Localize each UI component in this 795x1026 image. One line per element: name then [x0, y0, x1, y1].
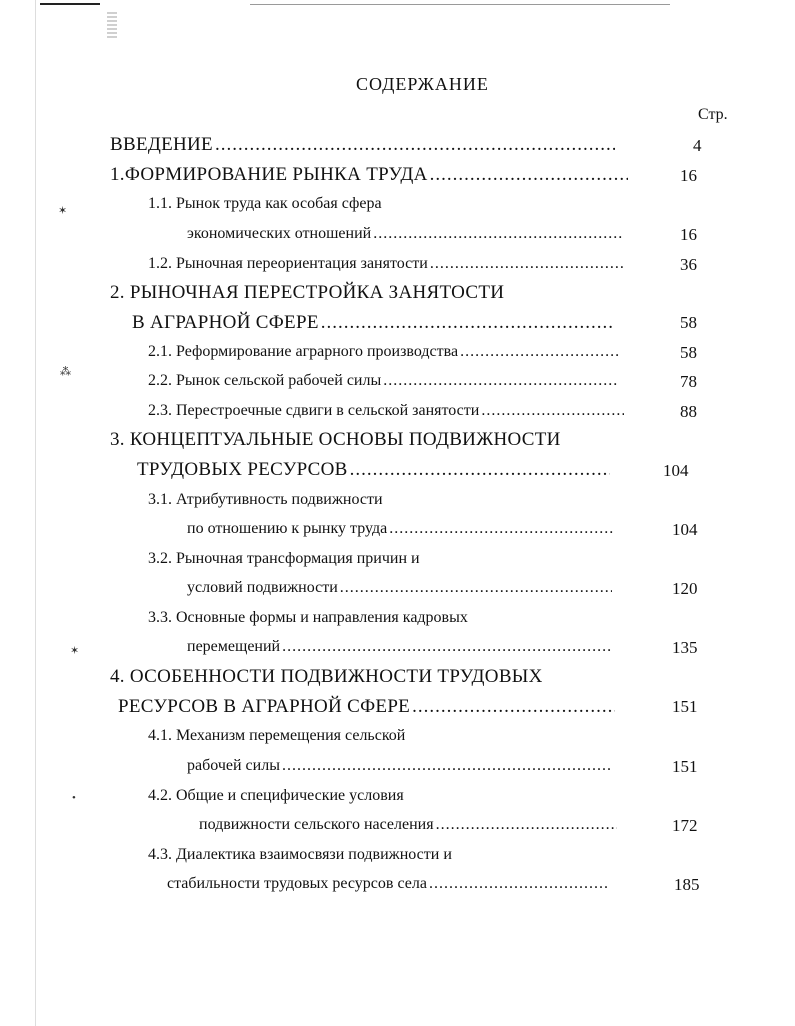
toc-page-number: 135 [672, 638, 698, 657]
toc-entry-title: 2.3. Перестроечные сдвиги в сельской занятости [148, 402, 480, 419]
scan-corner-mark [107, 12, 117, 38]
toc-page-number: 4 [693, 136, 702, 155]
toc-page-number: 151 [672, 697, 698, 716]
toc-entry-title: условий подвижности [187, 579, 338, 596]
toc-entry-title: 2.1. Реформирование аграрного производства [148, 343, 459, 360]
scan-speck: ✶ [58, 205, 68, 217]
toc-entry-chapter-1 [110, 164, 628, 186]
toc-page-number: 104 [663, 461, 689, 480]
toc-page-number: 172 [672, 816, 698, 835]
toc-entry-section-4-3 [167, 875, 610, 893]
dot-leader [460, 343, 621, 361]
dot-leader [389, 520, 614, 538]
toc-page-number: 36 [680, 255, 697, 274]
toc-entry-title: экономических отношений [187, 225, 372, 242]
toc-entry-section-2-1 [148, 343, 621, 361]
toc-entry-title: 3.3. Основные формы и направления кадровых [148, 609, 468, 626]
toc-entry-title: 3. КОНЦЕПТУАЛЬНЫЕ ОСНОВЫ ПОДВИЖНОСТИ [110, 429, 561, 450]
toc-page-number: 151 [672, 757, 698, 776]
toc-entry-title: 4. ОСОБЕННОСТИ ПОДВИЖНОСТИ ТРУДОВЫХ [110, 666, 543, 687]
toc-page-number: 88 [680, 402, 697, 421]
toc-entry-section-4-2 [199, 816, 617, 834]
dot-leader [282, 757, 610, 775]
dot-leader [481, 402, 624, 420]
toc-entry-section-2-2 [148, 372, 618, 390]
toc-page-number: 185 [674, 875, 700, 894]
toc-entry-title: 3.2. Рыночная трансформация причин и [148, 550, 420, 567]
dot-leader [340, 579, 612, 597]
scan-speck: ✶ [70, 645, 80, 657]
scan-edge-line [35, 0, 36, 1026]
toc-page-number: 16 [680, 166, 697, 185]
dot-leader [350, 459, 610, 481]
toc-entry-title: 1.ФОРМИРОВАНИЕ РЫНКА ТРУДА [110, 164, 428, 185]
scan-speck: ⁂ [60, 366, 71, 378]
toc-entry-title: ТРУДОВЫХ РЕСУРСОВ [137, 459, 348, 480]
toc-page-number: 104 [672, 520, 698, 539]
dot-leader [430, 164, 628, 186]
toc-entry-title: 3.1. Атрибутивность подвижности [148, 491, 383, 508]
toc-entry-title: 4.2. Общие и специфические условия [148, 787, 404, 804]
toc-entry-section-1-1 [187, 225, 623, 243]
toc-entry-section-3-1 [187, 520, 614, 538]
scan-edge-line [250, 4, 670, 5]
toc-page-number: 120 [672, 579, 698, 598]
toc-page-number: 58 [680, 343, 697, 362]
toc-entry-chapter-3 [137, 459, 610, 481]
dot-leader [373, 225, 623, 243]
toc-entry-section-3-2 [187, 579, 612, 597]
toc-entry-chapter-2 [132, 312, 615, 334]
toc-entry-chapter-4 [118, 696, 615, 718]
toc-entry-title: подвижности сельского населения [199, 816, 434, 833]
toc-entry-title: 4.3. Диалектика взаимосвязи подвижности и [148, 846, 452, 863]
toc-page-number: 58 [680, 313, 697, 332]
dot-leader [282, 638, 612, 656]
toc-entry-section-3-3 [187, 638, 612, 656]
dot-leader [412, 696, 615, 718]
dot-leader [321, 312, 615, 334]
toc-entry-title: по отношению к рынку труда [187, 520, 388, 537]
toc-entry-section-2-3 [148, 402, 624, 420]
dot-leader [383, 372, 618, 390]
page-title: СОДЕРЖАНИЕ [356, 74, 489, 94]
dot-leader [436, 816, 617, 834]
scan-speck: • [72, 792, 76, 804]
toc-entry-title: стабильности трудовых ресурсов села [167, 875, 427, 892]
dot-leader [429, 875, 610, 893]
dot-leader [430, 255, 624, 273]
scan-edge-line [40, 3, 100, 5]
toc-entry-section-4-1 [187, 757, 610, 775]
toc-entry-title: 2.2. Рынок сельской рабочей силы [148, 372, 382, 389]
toc-entry-title: РЕСУРСОВ В АГРАРНОЙ СФЕРЕ [118, 696, 411, 717]
toc-entry-title: 4.1. Механизм перемещения сельской [148, 727, 406, 744]
toc-entry-title: В АГРАРНОЙ СФЕРЕ [132, 312, 319, 333]
toc-page-number: 78 [680, 372, 697, 391]
toc-entry-title: ВВЕДЕНИЕ [110, 134, 213, 155]
toc-entry-title: перемещений [187, 638, 281, 655]
toc-entry-title: 2. РЫНОЧНАЯ ПЕРЕСТРОЙКА ЗАНЯТОСТИ [110, 282, 505, 303]
toc-entry-title: рабочей силы [187, 757, 280, 774]
toc-entry-section-1-2 [148, 255, 624, 273]
toc-page-number: 16 [680, 225, 697, 244]
toc-entry-title: 1.2. Рыночная переориентация занятости [148, 255, 428, 272]
toc-entry-intro [110, 134, 615, 156]
page-column-label: Стр. [698, 106, 728, 123]
toc-entry-title: 1.1. Рынок труда как особая сфера [148, 195, 382, 212]
dot-leader [215, 134, 615, 156]
